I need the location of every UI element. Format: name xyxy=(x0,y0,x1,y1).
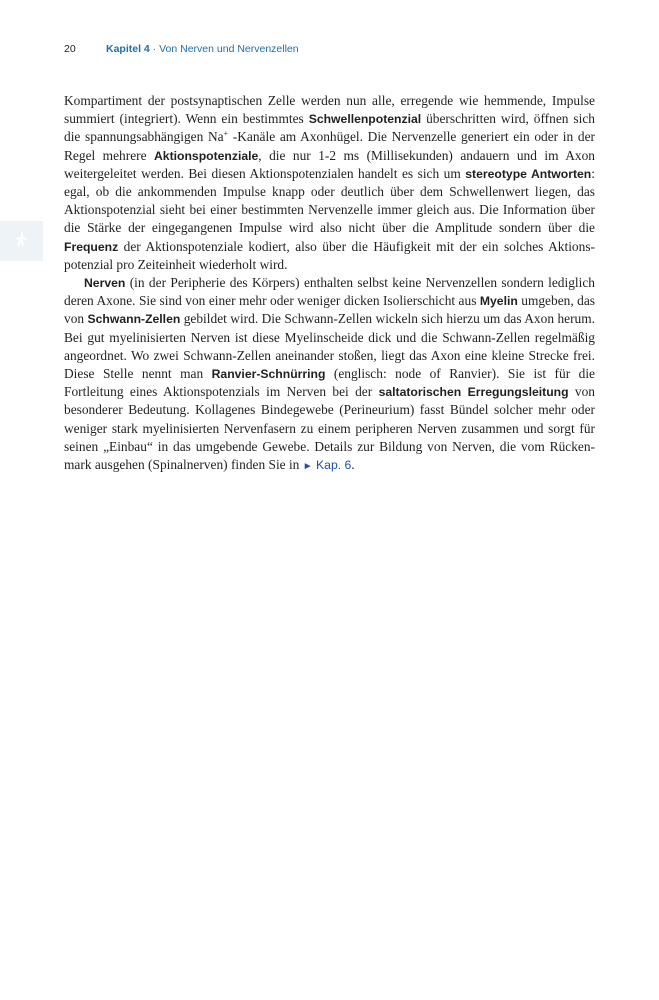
chapter-separator: · xyxy=(149,43,160,55)
chapter-cross-reference-link[interactable] xyxy=(302,457,355,473)
paragraph xyxy=(64,274,595,476)
text-run: Kompartiment der postsynaptischen Zelle werden nun alle, erregende wie hemmende, Impulse summiert (integriert). Wenn ein bestimmtes xyxy=(64,93,595,127)
bold-term: Schwann-Zellen xyxy=(87,312,181,327)
bold-term: Nerven xyxy=(84,276,126,291)
running-head xyxy=(64,43,299,55)
paragraph xyxy=(64,92,595,274)
chapter-title: Von Nerven und Nervenzellen xyxy=(159,43,299,55)
bold-term: saltatorischen Erregungsleitung xyxy=(378,385,569,400)
chapter-label: Kapitel 4 xyxy=(106,43,150,55)
page-number: 20 xyxy=(64,43,76,55)
bold-term: stereotype Antworten xyxy=(465,166,592,181)
bold-term: Ranvier-Schnürring xyxy=(211,367,326,382)
text-run: , die nur 1-2 ms (Millisekunden) andauern und im Axon weitergeleitet werden. Bei diesen Aktionspotenzialen handelt es sich um xyxy=(64,147,595,181)
text-run: gebildet wird. Die Schwann-Zellen wickeln sich hierzu um das Axon herum. Bei gut myelinisierten Nerven ist diese Myelinscheide dick und die Schwann-Zellen regelmäßig angeordnet. Wo zwei Schwann-Zellen aneinander stoßen, liegt das Axon eine kleine Strecke frei. Diese Stelle nennt man xyxy=(64,311,595,382)
text-run: von besonderer Bedeutung. Kollagenes Bindegewebe (Perineurium) fasst Bündel solcher mehr oder weniger stark myelinisierten Nervenfasern zu einem peripheren Nerven zusammen und sorgt für seinen „Einbau“ in das umgebende Gewebe. Details zur Bildung von Nerven, die vom Rücken-mark ausgehen (Spinalnerven) finden Sie in xyxy=(64,384,595,473)
body-text xyxy=(64,92,595,476)
bold-term: Aktionspotenziale xyxy=(154,148,259,163)
bold-term: Schwellenpotenzial xyxy=(308,112,422,127)
bold-term: Frequenz xyxy=(64,239,119,254)
text-run: der Aktionspotenziale kodiert, also über die Häufigkeit mit der ein solches Aktions-potenzial pro Zeiteinheit wiederholt wird. xyxy=(64,238,595,272)
text-run: . xyxy=(351,457,355,473)
text-run: (englisch: node of Ranvier). Sie ist für die Fortleitung eines Aktionspotenzials im Nerven bei der xyxy=(64,366,595,400)
bold-term: Myelin xyxy=(479,294,518,309)
xref-label: Kap. 6 xyxy=(316,458,352,473)
superscript: + xyxy=(223,129,229,139)
text-run: -Kanäle am Axonhügel. Die Nervenzelle generiert ein oder in der Regel mehrere xyxy=(64,129,595,163)
text-run: (in der Peripherie des Körpers) enthalten selbst keine Nervenzellen sondern lediglich deren Axone. Sie sind von einer mehr oder weniger dicken Isolierschicht aus xyxy=(64,275,595,309)
side-tab xyxy=(0,221,43,261)
text-run: : egal, ob die ankommenden Impulse knapp oder deutlich über dem Schwellenwert liegen, das Aktionspotenzial sieht bei einer bestimmten Nervenzelle immer gleich aus. Die Information über die Stärke der eingegangenen Impulse wird also nicht über die Amplitude sondern über die xyxy=(64,165,595,236)
figure-icon xyxy=(16,232,28,251)
text-run: überschritten wird, öffnen sich die spannungsabhängigen Na xyxy=(64,111,595,145)
text-run: umgeben, das von xyxy=(64,293,595,327)
arrow-right-icon: ► xyxy=(302,461,313,473)
